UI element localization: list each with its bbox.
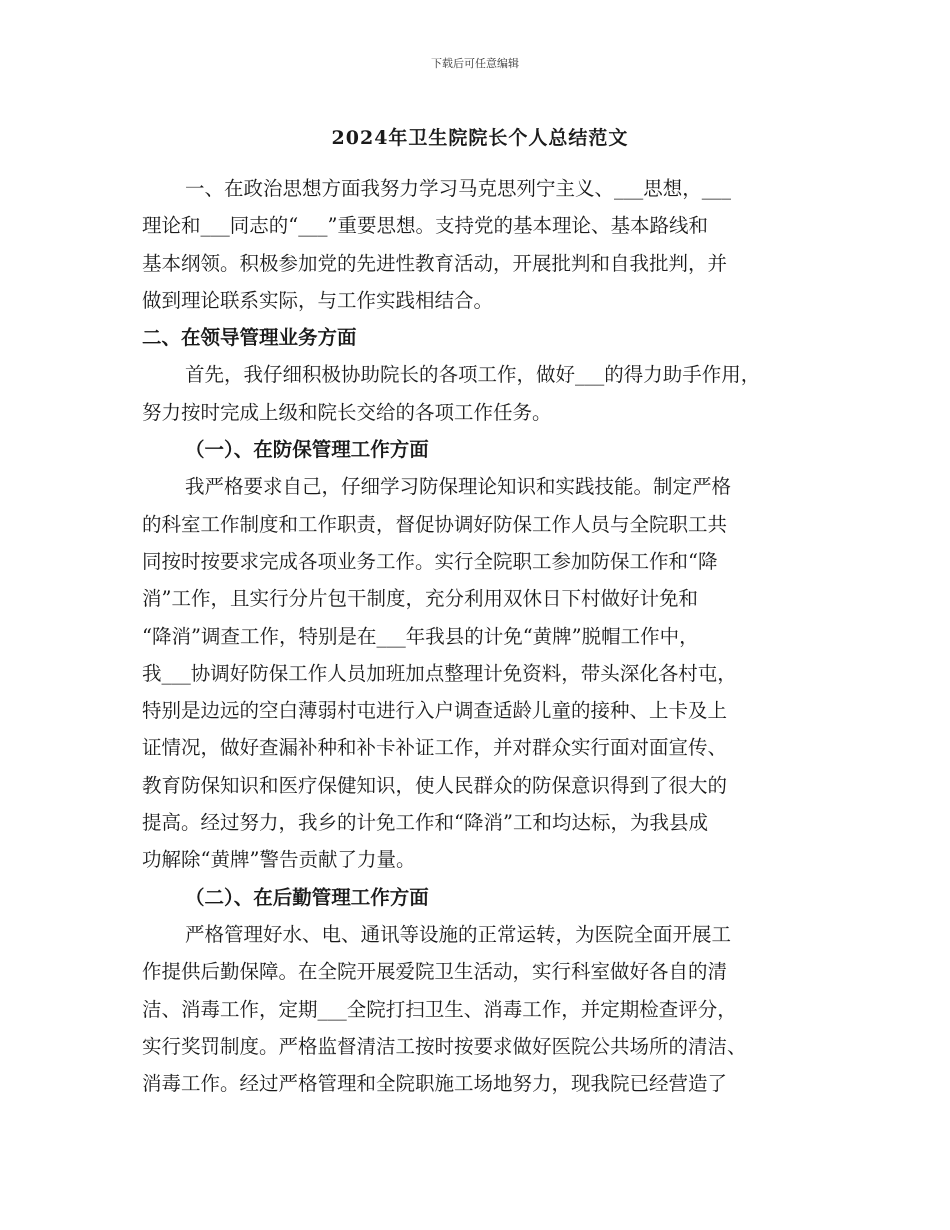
paragraph-line: 理论和___同志的“___”重要思想。支持党的基本理论、基本路线和	[142, 214, 708, 238]
paragraph-line: 作提供后勤保障。在全院开展爱院卫生活动，实行科室做好各自的清	[142, 960, 728, 984]
paragraph-line: 特别是边远的空白薄弱村屯进行入户调查适龄儿童的接种、上卡及上	[142, 699, 728, 723]
paragraph-line: 教育防保知识和医疗保健知识，使人民群众的防保意识得到了很大的	[142, 773, 728, 797]
paragraph-line: 我___协调好防保工作人员加班加点整理计免资料，带头深化各村屯，	[142, 661, 737, 685]
paragraph-line: 证情况，做好查漏补种和补卡补证工作，并对群众实行面对面宣传、	[142, 736, 728, 760]
document-body	[142, 124, 818, 1102]
paragraph-line: 洁、消毒工作，定期___全院打扫卫生、消毒工作，并定期检查评分，	[142, 997, 737, 1021]
section-heading: （一）、在防保管理工作方面	[185, 438, 429, 462]
paragraph-line: 首先，我仔细积极协助院长的各项工作，做好___的得力助手作用，	[185, 363, 761, 387]
paragraph-line: 做到理论联系实际，与工作实践相结合。	[142, 288, 494, 312]
paragraph-line: 提高。经过努力，我乡的计免工作和“降消”工和均达标，为我县成	[142, 811, 708, 835]
paragraph-line: 消毒工作。经过严格管理和全院职施工场地努力，现我院已经营造了	[142, 1072, 728, 1096]
section-heading: 二、在领导管理业务方面	[142, 326, 357, 350]
paragraph-line: 的科室工作制度和工作职责，督促协调好防保工作人员与全院职工共	[142, 512, 728, 536]
paragraph-line: “降消”调查工作，特别是在___年我县的计免“黄牌”脱帽工作中，	[142, 624, 699, 648]
document-lines	[142, 170, 818, 1102]
paragraph-line: 一、在政治思想方面我努力学习马克思列宁主义、___思想，___	[185, 177, 732, 200]
paragraph-line: 实行奖罚制度。严格监督清洁工按时按要求做好医院公共场所的清洁、	[142, 1034, 747, 1058]
paragraph-line: 努力按时完成上级和院长交给的各项工作任务。	[142, 400, 552, 424]
document-title: 2024年卫生院院长个人总结范文	[331, 127, 629, 149]
page-header-note: 下载后可任意编辑	[431, 57, 519, 70]
paragraph-line: 同按时按要求完成各项业务工作。实行全院职工参加防保工作和“降	[142, 549, 718, 573]
paragraph-line: 基本纲领。积极参加党的先进性教育活动，开展批判和自我批判，并	[142, 251, 728, 275]
paragraph-line: 消”工作，且实行分片包干制度，充分利用双休日下村做好计免和	[142, 587, 698, 611]
paragraph-line: 严格管理好水、电、通讯等设施的正常运转，为医院全面开展工	[185, 922, 732, 946]
paragraph-line: 我严格要求自己，仔细学习防保理论知识和实践技能。制定严格	[185, 475, 732, 499]
paragraph-line: 功解除“黄牌”警告贡献了力量。	[142, 848, 416, 872]
section-heading: （二）、在后勤管理工作方面	[185, 885, 429, 909]
